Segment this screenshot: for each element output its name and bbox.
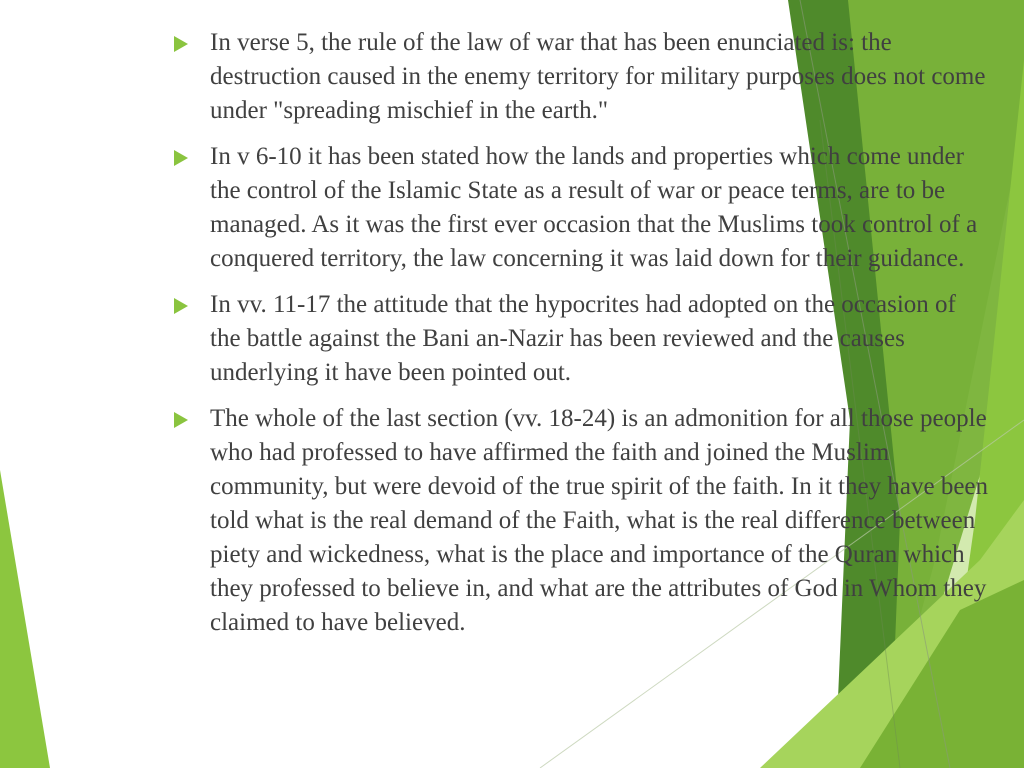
bullet-text: In vv. 11-17 the attitude that the hypocrites had adopted on the occasion of the battle against the Bani an-Nazir has been reviewed and the causes underlying it have been pointed out. — [210, 291, 956, 386]
bullet-item — [168, 26, 988, 128]
bullet-item — [168, 140, 988, 276]
triangle-bullet-icon — [174, 412, 188, 428]
bullet-item — [168, 288, 988, 390]
bullet-text: The whole of the last section (vv. 18-24) is an admonition for all those people who had professed to have affirmed the faith and joined the Muslim community, but were devoid of the true spirit of the faith. In it they have been told what is the real demand of the Faith, what is the real difference between piety and wickedness, what is the place and importance of the Quran which they professed to believe in, and what are the attributes of God in Whom they claimed to have believed. — [210, 405, 989, 636]
bullet-text: In v 6-10 it has been stated how the lands and properties which come under the control of the Islamic State as a result of war or peace terms, are to be managed. As it was the first ever occasion that the Muslims took control of a conquered territory, the law concerning it was laid down for their guidance. — [210, 143, 978, 272]
bullet-item — [168, 402, 988, 640]
bullet-text: In verse 5, the rule of the law of war that has been enunciated is: the destruction caused in the enemy territory for military purposes does not come under "spreading mischief in the earth." — [210, 29, 986, 124]
bullet-list — [168, 26, 988, 652]
facet-left-sliver — [0, 470, 50, 768]
triangle-bullet-icon — [174, 298, 188, 314]
triangle-bullet-icon — [174, 36, 188, 52]
triangle-bullet-icon — [174, 150, 188, 166]
